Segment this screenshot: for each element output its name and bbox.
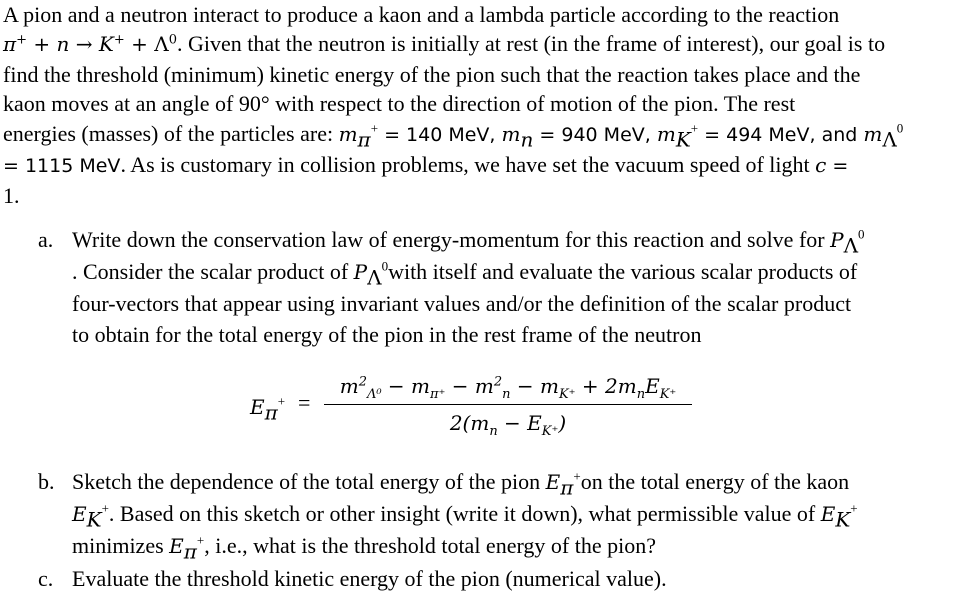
equation-equals: = [298,390,311,415]
equation-lhs: $E_\pi^+$ [250,393,286,425]
intro-line-3: find the threshold (minimum) kinetic energy of the pion such that the reaction takes place and the [3,61,861,87]
question-a [38,224,938,350]
question-c [38,563,938,594]
question-c-label: c. [38,566,54,591]
question-b-line-2: $E_K^+$. Based on this sketch or other insight (write it down), what permissible value of $E_K^+$ [72,500,858,532]
intro-line-6: = 1115 MeV. As is customary in collision problems, we have set the vacuum speed of light c = [3,152,849,178]
question-a-line-3: four-vectors that appear using invariant values and/or the definition of the scalar product [72,291,852,316]
intro-line-1: A pion and a neutron interact to produce a kaon and a lambda particle according to the reaction [3,2,840,27]
question-c-line-1: Evaluate the threshold kinetic energy of the pion (numerical value). [72,566,667,591]
intro-line-4: kaon moves at an angle of 90° with respect to the direction of motion of the pion. The rest [3,91,796,117]
reaction-pi: π+ [3,32,28,57]
question-a-line-1: Write down the conservation law of energy-momentum for this reaction and solve for $P_\Lambda^0$ [72,226,865,258]
equation-fraction [320,368,696,441]
question-a-line-4: to obtain for the total energy of the pion in the rest frame of the neutron [72,322,702,347]
intro-line-5: energies (masses) of the particles are: $m_\pi^+ = 140$ MeV, $m_n = 940$ MeV, $m_K^+ = 494$ MeV, and $m_\Lambda^0$ [3,120,904,152]
equation-denominator: $2(m_n - E_{K^+})$ [449,411,567,439]
question-b-line-3: minimizes $E_\pi^+$, i.e., what is the threshold total energy of the pion? [72,532,656,564]
question-b-line-1: Sketch the dependence of the total energy of the pion $E_\pi^+on$ the total energy of the kaon [72,468,850,500]
intro-line-2: $\pi^+ + n \to K^+ + \Lambda^0$. Given that the neutron is initially at rest (in the frame of interest), our goal is to [3,31,886,57]
question-b [38,466,938,562]
question-a-line-2: . Consider the scalar product of $P_\Lambda^0with$ itself and evaluate the various scalar products of [72,258,858,290]
question-a-label: a. [38,227,54,252]
equation-numerator: $m^2_{\Lambda^0} - m_{\pi^+} - m^2_n - m_{K^+} + 2m_nE_{K^+}$ [339,374,677,402]
reaction-kaon: K+ [98,32,125,57]
intro-paragraph [3,0,951,211]
question-b-label: b. [38,469,55,494]
reaction-lambda: $\Lambda^0$ [154,32,177,57]
intro-line-7: 1. [3,183,20,209]
pion-energy-equation [250,368,710,448]
